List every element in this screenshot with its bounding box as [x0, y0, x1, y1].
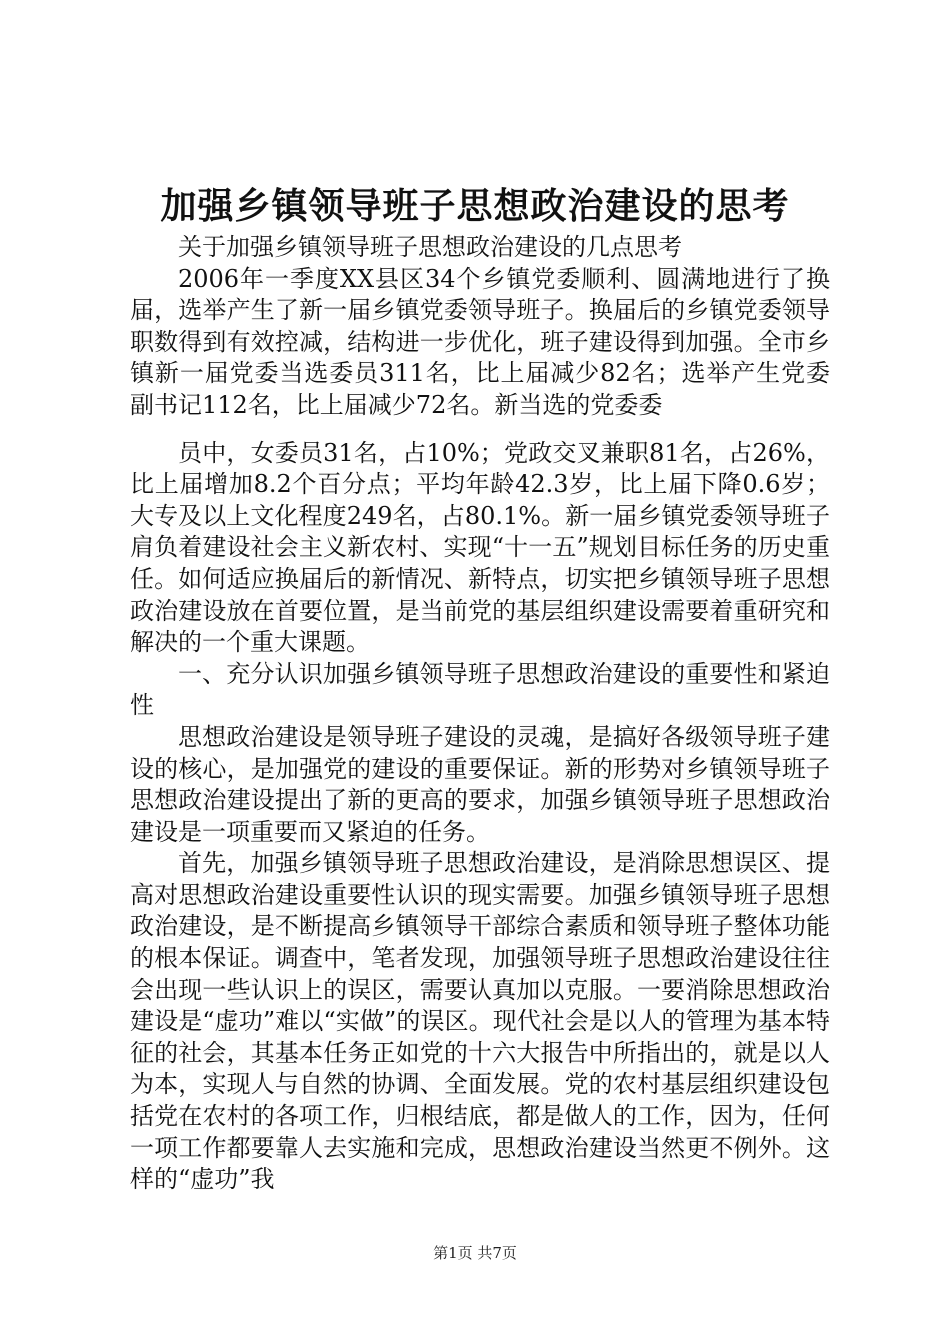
section-heading-1: 一、充分认识加强乡镇领导班子思想政治建设的重要性和紧迫性: [130, 659, 830, 720]
paragraph-4: 首先，加强乡镇领导班子思想政治建设，是消除思想误区、提高对思想政治建设重要性认识的现实需要。加强乡镇领导班子思想政治建设，是不断提高乡镇领导干部综合素质和领导班子整体功能的根本保证。调查中，笔者发现，加强领导班子思想政治建设往往会出现一些认识上的误区，需要认真加以克服。一要消除思想政治建设是“虚功”难以“实做”的误区。现代社会是以人的管理为基本特征的社会，其基本任务正如党的十六大报告中所指出的，就是以人为本，实现人与自然的协调、全面发展。党的农村基层组织建设包括党在农村的各项工作，归根结底，都是做人的工作，因为，任何一项工作都要靠人去实施和完成，思想政治建设当然更不例外。这样的“虚功”我: [130, 849, 830, 1194]
document-body: [130, 232, 830, 1196]
paragraph-3: 思想政治建设是领导班子建设的灵魂，是搞好各级领导班子建设的核心，是加强党的建设的重要保证。新的形势对乡镇领导班子思想政治建设提出了新的更高的要求，加强乡镇领导班子思想政治建设是一项重要而又紧迫的任务。: [130, 722, 830, 846]
paragraph-2: 员中，女委员31名，占10%；党政交叉兼职81名，占26%，比上届增加8.2个百分点；平均年龄42.3岁，比上届下降0.6岁；大专及以上文化程度249名，占80.1%。新一届乡镇党委领导班子肩负着建设社会主义新农村、实现“十一五”规划目标任务的历史重任。如何适应换届后的新情况、新特点，切实把乡镇领导班子思想政治建设放在首要位置，是当前党的基层组织建设需要着重研究和解决的一个重大课题。: [130, 438, 830, 657]
document-title: 加强乡镇领导班子思想政治建设的思考: [160, 185, 790, 227]
paragraph-subtitle: 关于加强乡镇领导班子思想政治建设的几点思考: [178, 233, 682, 261]
paragraph-1: 2006年一季度XX县区34个乡镇党委顺利、圆满地进行了换届，选举产生了新一届乡镇党委领导班子。换届后的乡镇党委领导职数得到有效控减，结构进一步优化，班子建设得到加强。全市乡镇新一届党委当选委员311名，比上届减少82名；选举产生党委副书记112名，比上届减少72名。新当选的党委委: [130, 264, 830, 419]
page-number: 第1页 共7页: [433, 1244, 517, 1262]
